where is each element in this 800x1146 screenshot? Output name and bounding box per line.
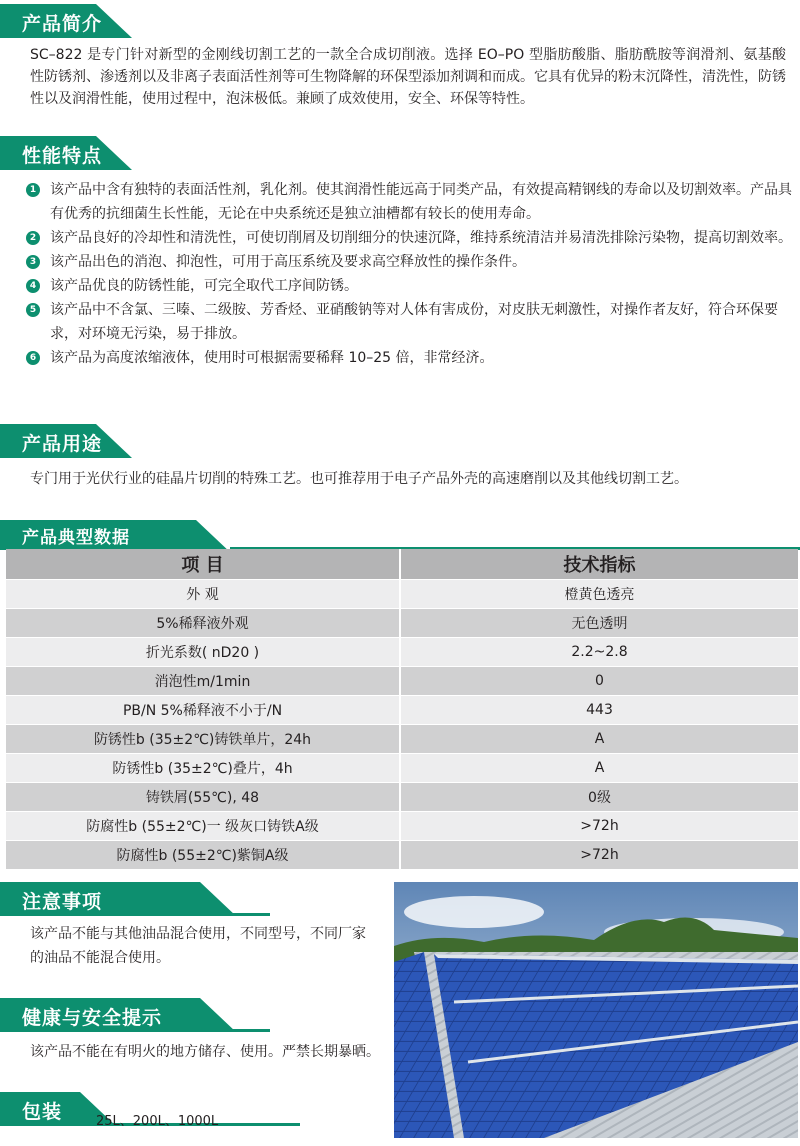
section-header-notice (0, 882, 300, 916)
number-1-icon: 1 (26, 183, 40, 197)
section-header-features (0, 136, 160, 170)
safety-paragraph: 该产品不能在有明火的地方储存、使用。严禁长期暴晒。 (30, 1044, 380, 1060)
data-table (6, 549, 798, 870)
notice-paragraph: 该产品不能与其他油品混合使用，不同型号，不同厂家的油品不能混合使用。 (30, 926, 366, 966)
table-row: 5%稀释液外观 无色透明 (6, 609, 798, 638)
section-title: 包装 (22, 1101, 63, 1123)
section-title: 产品简介 (22, 13, 103, 35)
number-5-icon: 5 (26, 303, 40, 317)
list-item: 4 该产品优良的防锈性能，可完全取代工序间防锈。 (26, 274, 792, 298)
intro-paragraph: SC–822 是专门针对新型的金刚线切割工艺的一款全合成切削液。选择 EO–PO 型脂肪酸脂、脂肪酰胺等润滑剂、氨基酸性防锈剂、渗透剂以及非离子表面活性剂等可生物降解的环保型添加剂调和而成。它具有优异的粉末沉降性，清洗性，防锈性以及润滑性能，使用过程中，泡沫极低。兼顾了成效使用，安全、环保等特性。 (30, 47, 786, 107)
features-list (26, 178, 792, 370)
section-header-data (0, 520, 800, 550)
number-3-icon: 3 (26, 255, 40, 269)
table-row: 折光系数( nD20 ) 2.2~2.8 (6, 638, 798, 667)
column-header-item: 项 目 (6, 549, 400, 580)
table-row: 防锈性b (35±2℃)叠片，4h A (6, 754, 798, 783)
number-2-icon: 2 (26, 231, 40, 245)
table-row: 防腐性b (55±2℃)紫铜A级 >72h (6, 841, 798, 870)
column-header-spec: 技术指标 (400, 549, 798, 580)
section-title: 性能特点 (22, 145, 103, 167)
list-item: 6 该产品为高度浓缩液体，使用时可根据需要稀释 10–25 倍，非常经济。 (26, 346, 792, 370)
table-row: 外 观 橙黄色透亮 (6, 580, 798, 609)
section-title: 注意事项 (22, 891, 103, 913)
number-6-icon: 6 (26, 351, 40, 365)
table-header-row (6, 549, 798, 580)
list-item: 5 该产品中不含氯、三嗪、二级胺、芳香烃、亚硝酸钠等对人体有害成份，对皮肤无刺激性，对操作者友好，符合环保要求，对环境无污染，易于排放。 (26, 298, 792, 346)
table-row: 铸铁屑(55℃), 48 0级 (6, 783, 798, 812)
number-4-icon: 4 (26, 279, 40, 293)
list-item: 3 该产品出色的消泡、抑泡性，可用于高压系统及要求高空释放性的操作条件。 (26, 250, 792, 274)
section-header-usage (0, 424, 160, 458)
solar-panel-photo (394, 882, 798, 1138)
section-header-safety (0, 998, 300, 1032)
section-title: 产品典型数据 (22, 528, 130, 548)
table-row: 消泡性m/1min 0 (6, 667, 798, 696)
packaging-text: 25L、200L、1000L (96, 1114, 219, 1129)
table-row: 防腐性b (55±2℃)一 级灰口铸铁A级 >72h (6, 812, 798, 841)
list-item: 2 该产品良好的冷却性和清洗性，可使切削屑及切削细分的快速沉降，维持系统清洁并易清洗排除污染物，提高切割效率。 (26, 226, 792, 250)
table-row: PB/N 5%稀释液不小于/N 443 (6, 696, 798, 725)
section-title: 健康与安全提示 (22, 1007, 163, 1029)
list-item: 1 该产品中含有独特的表面活性剂，乳化剂。使其润滑性能远高于同类产品，有效提高精钢线的寿命以及切割效率。产品具有优秀的抗细菌生长性能，无论在中央系统还是独立油槽都有较长的使用寿命。 (26, 178, 792, 226)
table-row: 防锈性b (35±2℃)铸铁单片，24h A (6, 725, 798, 754)
usage-paragraph: 专门用于光伏行业的硅晶片切削的特殊工艺。也可推荐用于电子产品外壳的高速磨削以及其他线切割工艺。 (30, 471, 688, 487)
section-header-intro (0, 4, 140, 38)
section-title: 产品用途 (22, 433, 103, 455)
